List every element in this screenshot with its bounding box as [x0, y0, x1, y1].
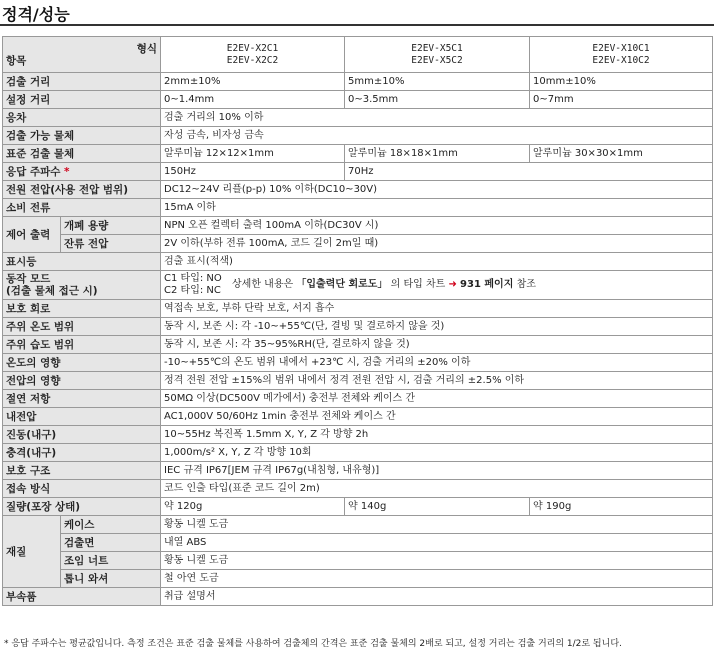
table-cell: 코드 인출 타입(표준 코드 길이 2m): [161, 480, 713, 498]
row-label: 보호 회로: [3, 300, 161, 318]
row-label: 절연 저항: [3, 390, 161, 408]
row-label: 응차: [3, 109, 161, 127]
table-row: [3, 516, 713, 534]
row-label: 설정 거리: [3, 91, 161, 109]
table-row: [3, 253, 713, 271]
table-cell: 2V 이하(부하 전류 100mA, 코드 길이 2m일 때): [161, 235, 713, 253]
row-label: 온도의 영향: [3, 354, 161, 372]
table-cell: 내열 ABS: [161, 534, 713, 552]
model-column-1: E2EV-X2C1 E2EV-X2C2: [161, 37, 345, 73]
table-row: [3, 372, 713, 390]
table-cell: 알루미늄 12×12×1mm: [161, 145, 345, 163]
row-label: 내전압: [3, 408, 161, 426]
table-cell: 검출 거리의 10% 이하: [161, 109, 713, 127]
row-label: 검출 가능 물체: [3, 127, 161, 145]
table-row: [3, 588, 713, 606]
table-cell: 황동 니켈 도금: [161, 552, 713, 570]
table-row: [3, 109, 713, 127]
table-row: [3, 73, 713, 91]
table-row: [3, 91, 713, 109]
row-label: 검출면: [61, 534, 161, 552]
table-row: [3, 498, 713, 516]
table-row: [3, 534, 713, 552]
table-cell: 약 120g: [161, 498, 345, 516]
model-column-3: E2EV-X10C1 E2EV-X10C2: [530, 37, 713, 73]
row-label: 조임 너트: [61, 552, 161, 570]
table-row: [3, 235, 713, 253]
table-cell: C1 타입: NO C2 타입: NC 상세한 내용은 「입출력단 회로도」 의 타입 차트 ➜ 931 페이지 참조: [161, 271, 713, 300]
table-cell: 50MΩ 이상(DC500V 메가에서) 충전부 전체와 케이스 간: [161, 390, 713, 408]
table-row: [3, 217, 713, 235]
table-cell: 알루미늄 30×30×1mm: [530, 145, 713, 163]
table-row: [3, 271, 713, 300]
table-cell: -10~+55℃의 온도 범위 내에서 +23℃ 시, 검출 거리의 ±20% 이하: [161, 354, 713, 372]
row-label: 주위 습도 범위: [3, 336, 161, 354]
table-cell: IEC 규격 IP67[JEM 규격 IP67g(내침형, 내유형)]: [161, 462, 713, 480]
table-row: [3, 318, 713, 336]
mode-reference-note: 상세한 내용은 「입출력단 회로도」 의 타입 차트 ➜ 931 페이지 참조: [232, 279, 536, 290]
table-cell: 15mA 이하: [161, 199, 713, 217]
item-label: 항목: [6, 54, 27, 67]
row-label: 응답 주파수 *: [3, 163, 161, 181]
table-row: [3, 552, 713, 570]
table-cell: 0~3.5mm: [345, 91, 530, 109]
table-row: [3, 145, 713, 163]
row-label: 소비 전류: [3, 199, 161, 217]
row-label: 재질: [3, 516, 61, 588]
table-cell: 10mm±10%: [530, 73, 713, 91]
row-label: 보호 구조: [3, 462, 161, 480]
row-label: 전원 전압(사용 전압 범위): [3, 181, 161, 199]
table-row: [3, 570, 713, 588]
arrow-icon: ➜: [448, 279, 457, 290]
table-row: [3, 300, 713, 318]
table-row: [3, 354, 713, 372]
row-label: 톱니 와셔: [61, 570, 161, 588]
row-label: 주위 온도 범위: [3, 318, 161, 336]
table-cell: 황동 니켈 도금: [161, 516, 713, 534]
table-cell: 검출 표시(적색): [161, 253, 713, 271]
table-cell: 0~1.4mm: [161, 91, 345, 109]
row-label: 동작 모드 (검출 물체 접근 시): [3, 271, 161, 300]
header-corner: [3, 37, 161, 73]
table-cell: AC1,000V 50/60Hz 1min 충전부 전체와 케이스 간: [161, 408, 713, 426]
table-cell: 약 190g: [530, 498, 713, 516]
page-title: 정격/성능: [2, 5, 70, 24]
row-label: 충격(내구): [3, 444, 161, 462]
footnote: * 응답 주파수는 평균값입니다. 측정 조건은 표준 검출 물체를 사용하여 검출체의 간격은 표준 검출 물체의 2배로 되고, 설정 거리는 검출 거리의 1/2로 됩니다.: [4, 639, 622, 649]
table-cell: 취급 설명서: [161, 588, 713, 606]
table-cell: 2mm±10%: [161, 73, 345, 91]
table-cell: 10~55Hz 복진폭 1.5mm X, Y, Z 각 방향 2h: [161, 426, 713, 444]
row-label: 부속품: [3, 588, 161, 606]
table-cell: 알루미늄 18×18×1mm: [345, 145, 530, 163]
row-label: 접속 방식: [3, 480, 161, 498]
table-row: [3, 426, 713, 444]
row-label: 케이스: [61, 516, 161, 534]
row-label: 질량(포장 상태): [3, 498, 161, 516]
row-label: 검출 거리: [3, 73, 161, 91]
row-label: 잔류 전압: [61, 235, 161, 253]
table-cell: 약 140g: [345, 498, 530, 516]
table-cell: 역접속 보호, 부하 단락 보호, 서지 흡수: [161, 300, 713, 318]
table-cell: 1,000m/s² X, Y, Z 각 방향 10회: [161, 444, 713, 462]
table-row: [3, 199, 713, 217]
table-cell: 정격 전원 전압 ±15%의 범위 내에서 정격 전원 전압 시, 검출 거리의 ±2.5% 이하: [161, 372, 713, 390]
model-column-2: E2EV-X5C1 E2EV-X5C2: [345, 37, 530, 73]
row-label: 제어 출력: [3, 217, 61, 253]
table-cell: 동작 시, 보존 시: 각 -10~+55℃(단, 결빙 및 결로하지 않을 것): [161, 318, 713, 336]
row-label: 진동(내구): [3, 426, 161, 444]
table-row: [3, 390, 713, 408]
row-label: 표시등: [3, 253, 161, 271]
table-cell: NPN 오픈 컬렉터 출력 100mA 이하(DC30V 시): [161, 217, 713, 235]
table-row: [3, 462, 713, 480]
table-cell: DC12~24V 리플(p-p) 10% 이하(DC10~30V): [161, 181, 713, 199]
spec-table: [2, 36, 713, 606]
row-label: 개폐 용량: [61, 217, 161, 235]
footnote-mark: *: [64, 165, 70, 178]
table-cell: 자성 금속, 비자성 금속: [161, 127, 713, 145]
table-cell: 동작 시, 보존 시: 각 35~95%RH(단, 결로하지 않을 것): [161, 336, 713, 354]
table-cell: 70Hz: [345, 163, 713, 181]
table-cell: 5mm±10%: [345, 73, 530, 91]
row-label: 표준 검출 물체: [3, 145, 161, 163]
table-row: [3, 408, 713, 426]
type-label: 형식: [136, 42, 158, 55]
row-label: 전압의 영향: [3, 372, 161, 390]
table-row: [3, 336, 713, 354]
table-row: [3, 127, 713, 145]
table-row: [3, 163, 713, 181]
table-cell: 150Hz: [161, 163, 345, 181]
table-row: [3, 480, 713, 498]
table-row: [3, 444, 713, 462]
table-row: [3, 181, 713, 199]
table-cell: 0~7mm: [530, 91, 713, 109]
table-cell: 철 아연 도금: [161, 570, 713, 588]
title-divider: [0, 24, 714, 26]
